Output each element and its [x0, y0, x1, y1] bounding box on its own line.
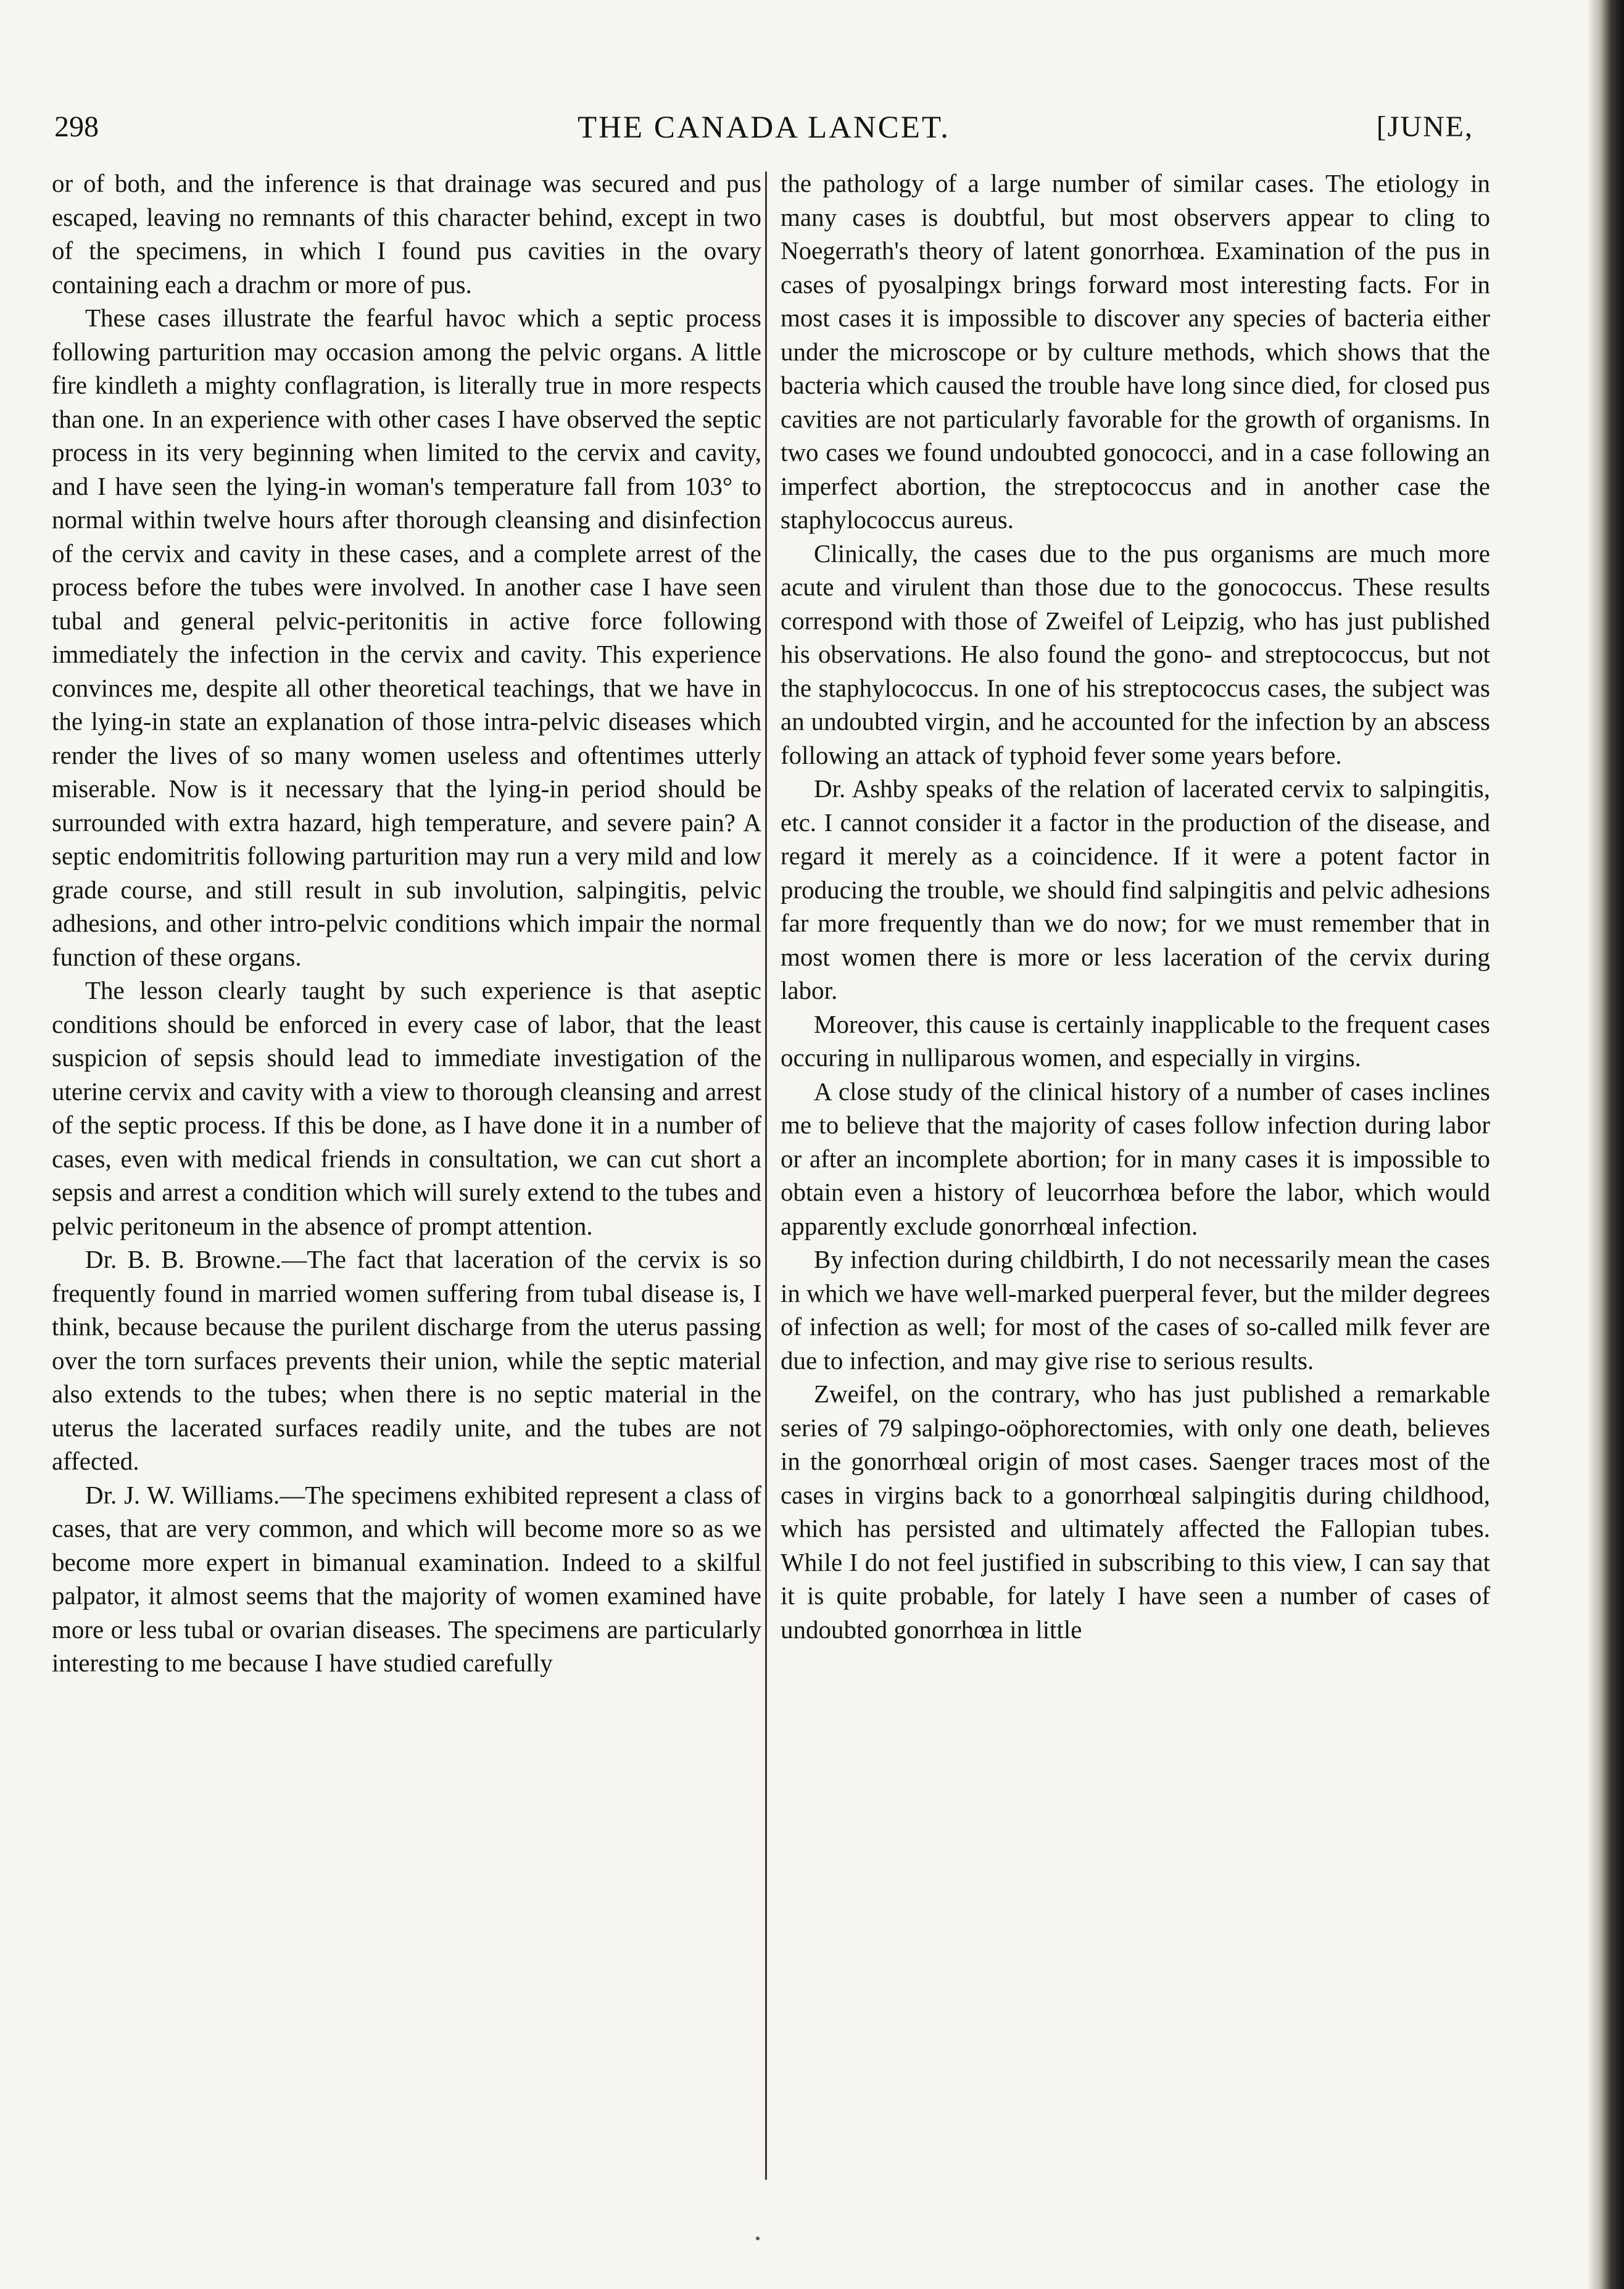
paragraph: Dr. Ashby speaks of the relation of lacerated cervix to salpingitis, etc. I cannot consider it a factor in the production of the disease, and regard it merely as a coincidence. If it were a potent factor in producing the trouble, we should find salpingitis and pelvic adhesions far more frequently than we do now; for we must remember that in most women there is more or less laceration of the cervix during labor.: [781, 774, 1490, 1004]
paragraph: The lesson clearly taught by such experience is that aseptic conditions should be enforced in every case of labor, that the least suspicion of sepsis should lead to immediate investigation of the uterine cervix and cavity with a view to thorough cleansing and arrest of the septic process. If this be done, as I have done it in a number of cases, even with medical friends in consultation, we can cut short a sepsis and arrest a condition which will surely extend to the tubes and pelvic peritoneum in the absence of prompt attention.: [52, 976, 761, 1240]
paragraph: or of both, and the inference is that drainage was secured and pus escaped, leaving no remnants of this character behind, except in two of the specimens, in which I found pus cavities in the ovary containing each a drachm or more of pus.: [52, 169, 761, 299]
paragraph: A close study of the clinical history of a number of cases inclines me to believe that the majority of cases follow infection during labor or after an incomplete abortion; for in many cases it is impossible to obtain even a history of leucorrhœa before the labor, which would apparently exclude gonorrhœal infection.: [781, 1077, 1490, 1240]
page-binding-shadow: [1587, 0, 1624, 2289]
paragraph: Zweifel, on the contrary, who has just published a remarkable series of 79 salpingo-oöphorectomies, with only one death, believes in the gonorrhœal origin of most cases. Saenger traces most of the cases in virgins back to a gonorrhœal salpingitis during childhood, which has persisted and ultimately affected the Fallopian tubes. While I do not feel justified in subscribing to this view, I can say that it is quite probable, for lately I have seen a number of cases of undoubted gonorrhœa in little: [781, 1380, 1490, 1644]
paragraph: Moreover, this cause is certainly inapplicable to the frequent cases occuring in nulliparous women, and especially in virgins.: [781, 1009, 1490, 1072]
paragraph: Clinically, the cases due to the pus organisms are much more acute and virulent than those due to the gonococcus. These results correspond with those of Zweifel of Leipzig, who has just published his observations. He also found the gono- and streptococcus, but not the staphylococcus. In one of his streptococcus cases, the subject was an undoubted virgin, and he accounted for the infection by an abscess following an attack of typhoid fever some years before.: [781, 539, 1490, 769]
paragraph: Dr. B. B. Browne.—The fact that laceration of the cervix is so frequently found in married women suffering from tubal disease is, I think, because because the purilent discharge from the uterus passing over the torn surfaces prevents their union, while the septic material also extends to the tubes; when there is no septic material in the uterus the lacerated surfaces readily unite, and the tubes are not affected.: [52, 1245, 761, 1475]
right-column: [781, 167, 1490, 1646]
print-speck: [756, 2237, 760, 2240]
paragraph: These cases illustrate the fearful havoc which a septic process following parturition may occasion among the pelvic organs. A little fire kindleth a mighty conflagration, is literally true in more respects than one. In an experience with other cases I have observed the septic process in its very beginning when limited to the cervix and cavity, and I have seen the lying-in woman's temperature fall from 103° to normal within twelve hours after thorough cleansing and disinfection of the cervix and cavity in these cases, and a complete arrest of the process before the tubes were involved. In another case I have seen tubal and general pelvic-peritonitis in active force following immediately the infection in the cervix and cavity. This experience convinces me, despite all other theoretical teachings, that we have in the lying-in state an explanation of those intra-pelvic diseases which render the lives of so many women useless and oftentimes utterly miserable. Now is it necessary that the lying-in period should be surrounded with extra hazard, high temperature, and severe pain? A septic endomitritis following parturition may run a very mild and low grade course, and still result in sub involution, salpingitis, pelvic adhesions, and other intro-pelvic conditions which impair the normal function of these organs.: [52, 304, 761, 971]
column-divider: [765, 172, 767, 2180]
paragraph: By infection during childbirth, I do not necessarily mean the cases in which we have well-marked puerperal fever, but the milder degrees of infection as well; for most of the cases of so-called milk fever are due to infection, and may give rise to serious results.: [781, 1245, 1490, 1375]
paragraph: the pathology of a large number of similar cases. The etiology in many cases is doubtful, but most observers appear to cling to Noegerrath's theory of latent gonorrhœa. Examination of the pus in cases of pyosalpingx brings forward most interesting facts. For in most cases it is impossible to discover any species of bacteria either under the microscope or by culture methods, which shows that the bacteria which caused the trouble have long since died, for closed pus cavities are not particularly favorable for the growth of organisms. In two cases we found undoubted gonococci, and in a case following an imperfect abortion, the streptococcus and in another case the staphylococcus aureus.: [781, 169, 1490, 534]
issue-month: [JUNE,: [1376, 110, 1473, 143]
left-column: [52, 167, 761, 1680]
paragraph: Dr. J. W. Williams.—The specimens exhibited represent a class of cases, that are very common, and which will become more so as we become more expert in bimanual examination. Indeed to a skilful palpator, it almost seems that the majority of women examined have more or less tubal or ovarian diseases. The specimens are particularly interesting to me because I have studied carefully: [52, 1480, 761, 1677]
running-header: [54, 104, 1473, 153]
page-number: 298: [54, 110, 99, 143]
journal-title: THE CANADA LANCET.: [577, 110, 951, 145]
